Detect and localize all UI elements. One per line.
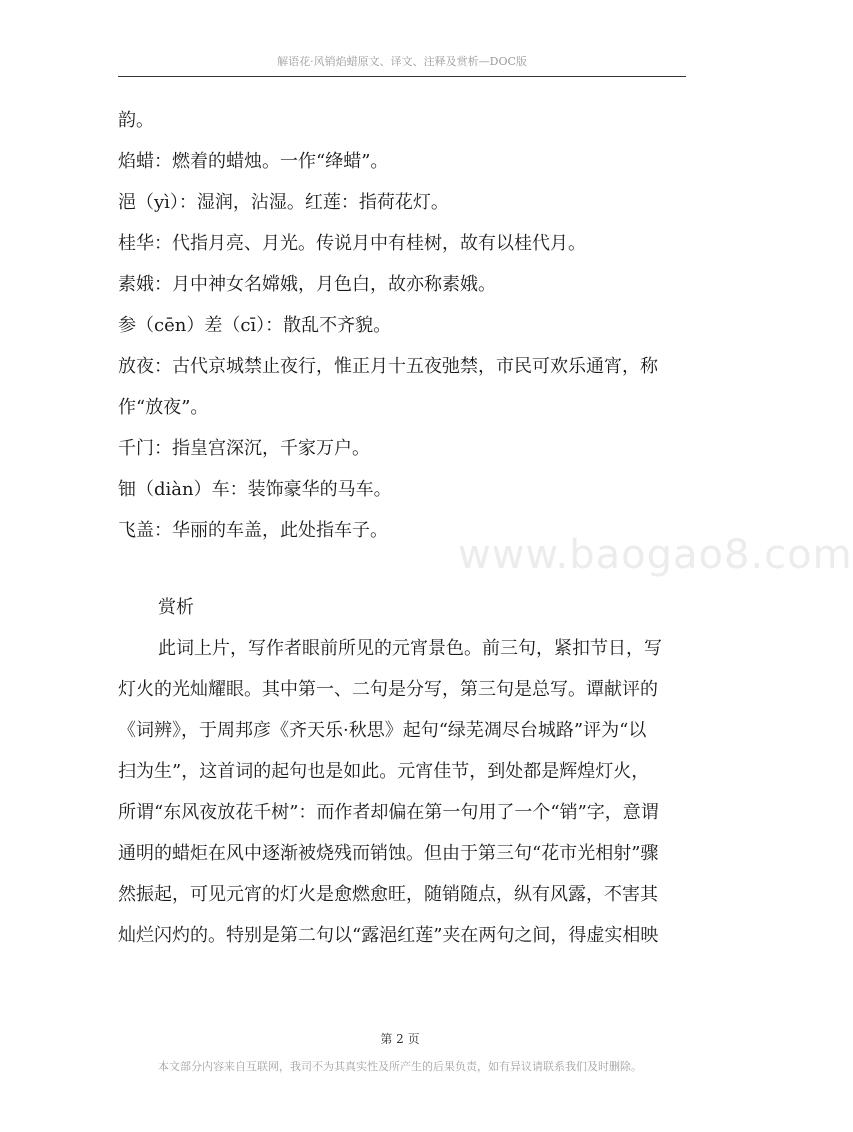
analysis-line: 所谓“东风夜放花千树”：而作者却偏在第一句用了一个“销”字，意谓 xyxy=(118,802,659,823)
note-line: 放夜：古代京城禁止夜行，惟正月十五夜弛禁，市民可欢乐通宵，称 xyxy=(118,356,658,377)
watermark: www.baogao8.com xyxy=(458,532,853,578)
note-line: 焰蜡：燃着的蜡烛。一作“绛蜡”。 xyxy=(118,151,389,172)
note-line: 韵。 xyxy=(118,110,154,131)
footer-disclaimer: 本文部分内容来自互联网，我司不为其真实性及所产生的后果负责，如有异议请联系我们及时删除。 xyxy=(158,1060,642,1073)
analysis-line: 灿烂闪灼的。特别是第二句以“露浥红莲”夹在两句之间，得虚实相映 xyxy=(118,925,659,946)
analysis-line: 通明的蜡炬在风中逐渐被烧残而销蚀。但由于第三句“花市光相射”骤 xyxy=(118,843,659,864)
page-header: 解语花·风销焰蜡原文、译文、注释及赏析—DOC版 xyxy=(118,52,686,77)
note-line: 飞盖：华丽的车盖，此处指车子。 xyxy=(118,520,388,541)
document-body xyxy=(118,100,686,956)
note-line: 浥（yì）：湿润，沾湿。红莲：指荷花灯。 xyxy=(118,192,449,213)
note-line: 素娥：月中神女名嫦娥，月色白，故亦称素娥。 xyxy=(118,274,496,295)
analysis-line: 扫为生”，这首词的起句也是如此。元宵佳节，到处都是辉煌灯火， xyxy=(118,761,650,782)
note-line: 参（cēn）差（cī）：散乱不齐貌。 xyxy=(118,315,392,336)
note-line: 千门：指皇宫深沉，千家万户。 xyxy=(118,438,370,459)
analysis-line: 灯火的光灿耀眼。其中第一、二句是分写，第三句是总写。谭献评的 xyxy=(118,679,658,700)
analysis-line: 此词上片，写作者眼前所见的元宵景色。前三句，紧扣节日，写 xyxy=(158,638,662,659)
analysis-line: 然振起，可见元宵的灯火是愈燃愈旺，随销随点，纵有风露，不害其 xyxy=(118,884,658,905)
note-line: 桂华：代指月亮、月光。传说月中有桂树，故有以桂代月。 xyxy=(118,233,586,254)
page-number: 第 2 页 xyxy=(380,1032,420,1046)
analysis-line: 《词辨》，于周邦彦《齐天乐·秋思》起句“绿芜凋尽台城路”评为“以 xyxy=(118,720,647,741)
note-line: 作“放夜”。 xyxy=(118,397,209,418)
section-title: 赏析 xyxy=(158,597,194,618)
note-line: 钿（diàn）车：装饰豪华的马车。 xyxy=(118,479,392,500)
